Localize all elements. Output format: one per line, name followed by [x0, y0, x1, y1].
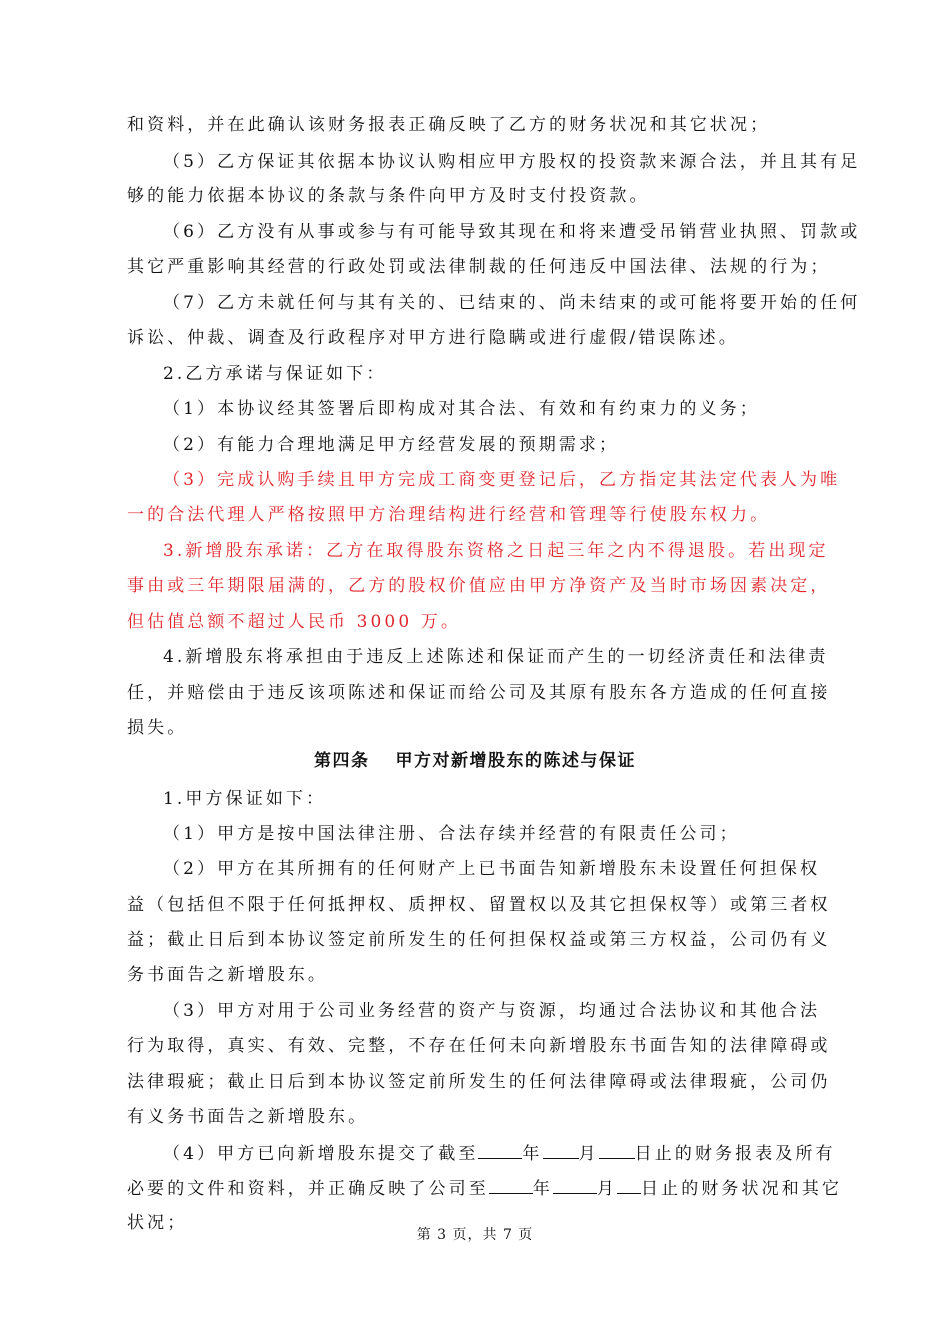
day-blank[interactable]	[617, 1177, 641, 1194]
paragraph-line: 4.新增股东将承担由于违反上述陈述和保证而产生的一切经济责任和法律责	[163, 647, 829, 667]
paragraph-line: （5）乙方保证其依据本协议认购相应甲方股权的投资款来源合法，并且其有足	[163, 152, 861, 172]
text-segment: （4）甲方已向新增股东提交了截至	[163, 1144, 479, 1164]
date-blank-line-1	[163, 1142, 863, 1165]
day-blank[interactable]	[599, 1142, 635, 1159]
paragraph-line: 3.新增股东承诺：乙方在取得股东资格之日起三年之内不得退股。若出现定	[163, 541, 829, 561]
year-blank[interactable]	[489, 1177, 533, 1194]
text-segment: 必要的文件和资料，并正确反映了公司至	[127, 1179, 489, 1199]
paragraph-line: 有义务书面告之新增股东。	[127, 1107, 369, 1127]
section-title: 甲方对新增股东的陈述与保证	[395, 751, 636, 771]
date-blank-line-2	[127, 1177, 843, 1200]
paragraph-line: 其它严重影响其经营的行政处罚或法律制裁的任何违反中国法律、法规的行为；	[127, 257, 831, 277]
paragraph-line: 2.乙方承诺与保证如下：	[163, 364, 387, 384]
paragraph-line: （1）甲方是按中国法律注册、合法存续并经营的有限责任公司；	[163, 824, 740, 844]
paragraph-line: 务书面告之新增股东。	[127, 965, 328, 985]
paragraph-line: 但估值总额不超过人民币 3000 万。	[127, 612, 461, 632]
paragraph-line: 任，并赔偿由于违反该项陈述和保证而给公司及其原有股东各方造成的任何直接	[127, 683, 831, 703]
paragraph-line: 益；截止日后到本协议签定前所发生的任何担保权益或第三方权益，公司仍有义	[127, 930, 831, 950]
month-blank[interactable]	[553, 1177, 597, 1194]
paragraph-line: 法律瑕疵；截止日后到本协议签定前所发生的任何法律障碍或法律瑕疵，公司仍	[127, 1072, 831, 1092]
paragraph-line: 事由或三年期限届满的，乙方的股权价值应由甲方净资产及当时市场因素决定，	[127, 576, 831, 596]
text-segment: 年	[522, 1144, 543, 1164]
paragraph-line: 状况；	[127, 1213, 188, 1233]
text-segment: 年	[532, 1179, 553, 1199]
paragraph-line: 1.甲方保证如下：	[163, 789, 327, 809]
text-segment: 月	[578, 1144, 599, 1164]
text-segment: 月	[596, 1179, 618, 1199]
paragraph-line: （2）有能力合理地满足甲方经营发展的预期需求；	[163, 435, 620, 455]
page-footer: 第 3 页，共 7 页	[416, 1227, 534, 1243]
paragraph-line: （6）乙方没有从事或参与有可能导致其现在和将来遭受吊销营业执照、罚款或	[163, 222, 861, 242]
paragraph-line: （1）本协议经其签署后即构成对其合法、有效和有约束力的义务；	[163, 399, 760, 419]
text-segment: 日止的财务状况和其它	[641, 1179, 843, 1199]
paragraph-line: （2）甲方在其所拥有的任何财产上已书面告知新增股东未设置任何担保权	[163, 859, 821, 879]
section-heading	[0, 750, 950, 772]
paragraph-line: 一的合法代理人严格按照甲方治理结构进行经营和管理等行使股东权力。	[127, 505, 771, 525]
text-segment: 日止的财务报表及所有	[634, 1144, 836, 1164]
month-blank[interactable]	[543, 1142, 579, 1159]
year-blank[interactable]	[478, 1142, 522, 1159]
paragraph-line: （3）甲方对用于公司业务经营的资产与资源，均通过合法协议和其他合法	[163, 1001, 821, 1021]
paragraph-line: 行为取得，真实、有效、完整，不存在任何未向新增股东书面告知的法律障碍或	[127, 1036, 831, 1056]
paragraph-line: 和资料，并在此确认该财务报表正确反映了乙方的财务状况和其它状况；	[127, 115, 771, 135]
paragraph-line: 损失。	[127, 718, 188, 738]
paragraph-line: 益（包括但不限于任何抵押权、质押权、留置权以及其它担保权等）或第三者权	[127, 895, 831, 915]
paragraph-line: （7）乙方未就任何与其有关的、已结束的、尚未结束的或可能将要开始的任何	[163, 293, 861, 313]
paragraph-line: 诉讼、仲裁、调查及行政程序对甲方进行隐瞒或进行虚假/错误陈述。	[127, 328, 739, 348]
paragraph-line: 够的能力依据本协议的条款与条件向甲方及时支付投资款。	[127, 186, 650, 206]
section-number: 第四条	[314, 751, 370, 771]
paragraph-line: （3）完成认购手续且甲方完成工商变更登记后，乙方指定其法定代表人为唯	[163, 470, 841, 490]
